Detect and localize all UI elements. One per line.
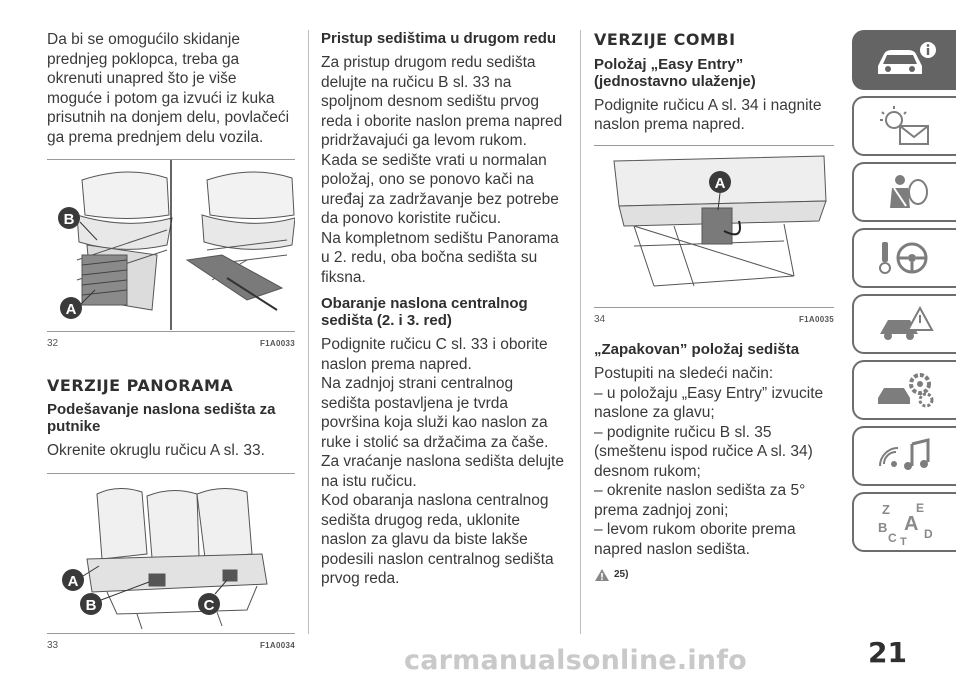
steering-wheel-key-icon (870, 236, 940, 280)
paragraph-packed-intro: Postupiti na sledeći način: (594, 365, 774, 382)
multimedia-icon (870, 434, 940, 478)
figure-33-label-b: B (85, 596, 97, 614)
figure-32-code: F1A0033 (259, 339, 295, 348)
heading-packed-position: „Zapakovan” položaj sedišta (594, 341, 800, 358)
tab-breakdown[interactable] (852, 294, 956, 354)
index-letters-icon (870, 498, 940, 546)
paragraph-access-2: Kada se sedište vrati u normalan položaj, ono se ponovo kači na uređaj za zadržavanje bez potrebe da ponovo koristite ručicu. (321, 151, 559, 227)
tab-index[interactable] (852, 492, 956, 552)
figure-32-label-a: A (65, 301, 77, 318)
figure-34 (594, 145, 834, 330)
index-letter-b: B (878, 520, 888, 535)
warning-triangle-icon (594, 568, 610, 582)
paragraph-access-1: Za pristup drugom redu sedišta delujte na ručicu B sl. 33 na spoljnom desnom sedištu prvog reda i oborite naslon prema napred pridržavajući ga levom rukom. (321, 54, 563, 149)
paragraph-fold-4: Kod obaranja naslona centralnog sedišta drugog reda, uklonite naslon za glavu da biste lakše podesili naslon centralnog sedišta prvog reda. (321, 492, 554, 587)
column-divider-2 (580, 30, 581, 634)
column-left (47, 30, 295, 655)
warning-lights-icon (870, 104, 940, 148)
intro-paragraph: Da bi se omogućilo skidanje prednjeg poklopca, treba ga okrenuti unapred što je više moguće i potom ga izvući iz kuka prisutnih na donjem delu, povlačeći ga prema prednjem delu vozila. (47, 31, 290, 146)
tab-car-info[interactable] (852, 30, 956, 90)
paragraph-fold-1: Podignite ručicu C sl. 33 i oborite naslon prema napred. (321, 336, 548, 373)
heading-center-seat-fold: Obaranje naslona centralnog sedišta (2. i 3. red) (321, 295, 528, 329)
index-letter-e: E (916, 501, 925, 515)
tab-multimedia[interactable] (852, 426, 956, 486)
figure-33-caption (47, 633, 295, 656)
figure-34-caption (594, 307, 834, 330)
warning-reference-number: 25) (614, 569, 629, 580)
figure-33-label-c: C (203, 596, 215, 614)
figure-34-illustration (594, 146, 834, 306)
index-letter-a: A (904, 513, 919, 535)
paragraph-easy-entry: Podignite ručicu A sl. 34 i nagnite naslon prema napred. (594, 96, 822, 133)
index-letter-c: C (888, 531, 897, 545)
index-letter-t: T (900, 536, 907, 546)
paragraph-fold-2: Na zadnjoj strani centralnog sedišta postavljena je tvrda površina koja služi kao naslon za ruke i stolić sa držačima za čaše. (321, 375, 549, 451)
packed-step-3: – okrenite naslon sedišta za 5° prema zadnjoj zoni; (594, 482, 806, 519)
car-info-icon (870, 40, 940, 80)
heading-easy-entry: Položaj „Easy Entry” (jednostavno ulaženje) (594, 55, 756, 90)
watermark: carmanualsonline.info (404, 645, 747, 676)
chapter-sidebar (852, 30, 960, 558)
figure-34-number: 34 (594, 313, 606, 325)
maintenance-gears-icon (870, 368, 940, 412)
figure-32-caption (47, 331, 295, 354)
figure-33-number: 33 (47, 639, 59, 651)
breakdown-triangle-icon (870, 302, 940, 346)
tab-warning-lights[interactable] (852, 96, 956, 156)
tab-airbag-seatbelt[interactable] (852, 162, 956, 222)
column-middle (321, 30, 566, 597)
packed-step-4: – levom rukom oborite prema napred naslon sedišta. (594, 521, 796, 558)
figure-34-code: F1A0035 (798, 314, 834, 324)
column-divider-1 (308, 30, 309, 634)
page-number: 21 (868, 636, 907, 669)
index-letter-z: Z (882, 502, 890, 517)
section-title-combi: VERZIJE COMBI (594, 30, 736, 49)
tab-maintenance[interactable] (852, 360, 956, 420)
figure-32 (47, 159, 295, 354)
figure-33-code: F1A0034 (259, 640, 295, 650)
index-letter-d: D (924, 527, 933, 541)
column-right (594, 30, 834, 585)
subheading-seat-adjust: Podešavanje naslona sedišta za putnike (47, 401, 276, 435)
packed-step-1: – u položaju „Easy Entry” izvucite naslone za glavu; (594, 384, 824, 421)
figure-32-label-b: B (63, 211, 75, 228)
figure-32-number: 32 (47, 338, 59, 349)
paragraph-fold-3: Za vraćanje naslona sedišta delujte na istu ručicu. (321, 453, 564, 490)
figure-33 (47, 473, 295, 656)
packed-step-2: – podignite ručicu B sl. 35 (smeštenu ispod ručice A sl. 34) desnom rukom; (594, 423, 813, 480)
warning-reference[interactable] (594, 565, 834, 585)
heading-second-row-access: Pristup sedištima u drugom redu (321, 30, 557, 47)
airbag-seatbelt-icon (870, 170, 940, 214)
figure-34-label-a: A (714, 174, 726, 192)
paragraph-access-3: Na kompletnom sedištu Panorama u 2. redu, oba bočna sedišta su fiksna. (321, 229, 559, 286)
figure-33-illustration (47, 474, 295, 632)
section-title-panorama: VERZIJE PANORAMA (47, 375, 234, 395)
figure-33-label-a: A (67, 572, 79, 590)
tab-steering-key[interactable] (852, 228, 956, 288)
figure-32-illustration (47, 160, 295, 330)
panorama-text: Okrenite okruglu ručicu A sl. 33. (47, 442, 265, 459)
